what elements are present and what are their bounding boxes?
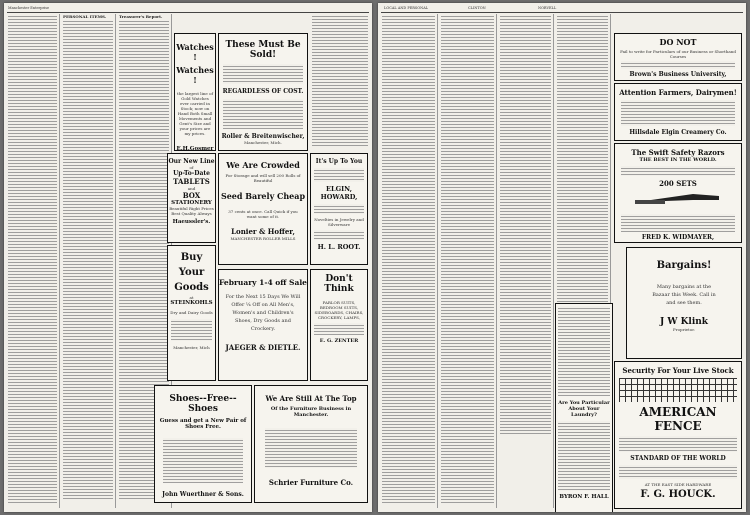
right-page (378, 3, 746, 512)
column-heading-treasurer: Treasurer's Report. (119, 14, 163, 19)
business-university-ad: DO NOT Fail to write for Particulars of our Business or Shorthand Courses Brown's Business University, (614, 33, 742, 81)
dont-think-ad: Don't Think PARLOR SUITS, BEDROOM SUITS, SIDEBOARDS, CHAIRS, CROCKERY, LAMPS, E. G. ZENTER (310, 269, 368, 381)
column-heading-personal: PERSONAL ITEMS. (63, 14, 107, 19)
fence-illustration (619, 378, 737, 402)
american-fence-ad: Security For Your Live Stock AMERICAN FENCE STANDARD OF THE WORLD AT THE EAST SIDE HARDWARE F. G. HOUCK. (614, 361, 742, 509)
laundry-ad: Are You Particular About Your Laundry? BYRON F. HALL (555, 303, 613, 512)
crowded-ad: We Are Crowded For Storage and will sell 200 Rolls of Beautiful Seed Barely Cheap 37 cents at once. Call Quick if you want some of it. Lonier & Hoffer, MANCHESTER ROLLER MILLS (218, 153, 308, 265)
news-column-r1 (380, 14, 438, 508)
razor-icon (633, 190, 723, 208)
furniture-ad: We Are Still At The Top Of the Furniture Business in Manchester. Schrier Furniture Co. (254, 385, 368, 503)
header-clinton: CLINTON (468, 6, 486, 10)
left-page (4, 3, 372, 512)
shoes-ad: Shoes--Free--Shoes Guess and get a New Pair of Shoes Free. John Wuerthner & Sons. (154, 385, 252, 503)
news-column-r2 (439, 14, 497, 508)
gutter-text (614, 247, 624, 357)
watches-ad: Watches ! Watches ! the largest line of Gold Watches ever carried in Stock; now on Hand Both Small Movements and Gent's Size and your prices are my prices. E.H.Gosmer (174, 33, 216, 151)
bargains-ad: Bargains! Many bargains at the Bazaar this Week. Call in and see them. J W Klink Proprietor. (626, 247, 742, 359)
news-column-r3 (498, 14, 554, 508)
masthead: Manchester Enterprise (8, 6, 50, 10)
must-be-sold-ad: These Must Be Sold! REGARDLESS OF COST. Roller & Breitenwischer, Manchester, Mich. (218, 33, 308, 151)
tablets-ad: Our New Line of Up-To-Date TABLETS and BOX STATIONERY Beautiful Right Prices Best Quality Always Haeussler's. (167, 153, 216, 243)
buy-goods-ad: Buy Your Goods at STEINKOHLS Dry and Dairy Goods Manchester, Mich (167, 245, 216, 381)
safety-razor-ad: The Swift Safety Razors THE BEST IN THE WORLD. 200 SETS FRED K. WIDMAYER, (614, 143, 742, 243)
header-local: LOCAL AND PERSONAL (384, 6, 429, 10)
february-sale-ad: February 1-4 off Sale For the Next 15 Days We Will Offer ¼ Off on All Men's, Women's and Children's Shoes, Dry Goods and Crockery. JAEGER & DIETLE. (218, 269, 308, 381)
news-column-2 (61, 14, 116, 508)
creamery-ad: Attention Farmers, Dairymen! Hillsdale Elgin Creamery Co. (614, 83, 742, 141)
jewelry-ad: It's Up To You ELGIN, HOWARD, Novelties in Jewelry and Silverware H. L. ROOT. (310, 153, 368, 265)
header-norvell: NORVELL (538, 6, 557, 10)
news-column-1 (6, 14, 60, 508)
newspaper-spread (4, 3, 746, 512)
news-column-6 (310, 14, 370, 150)
